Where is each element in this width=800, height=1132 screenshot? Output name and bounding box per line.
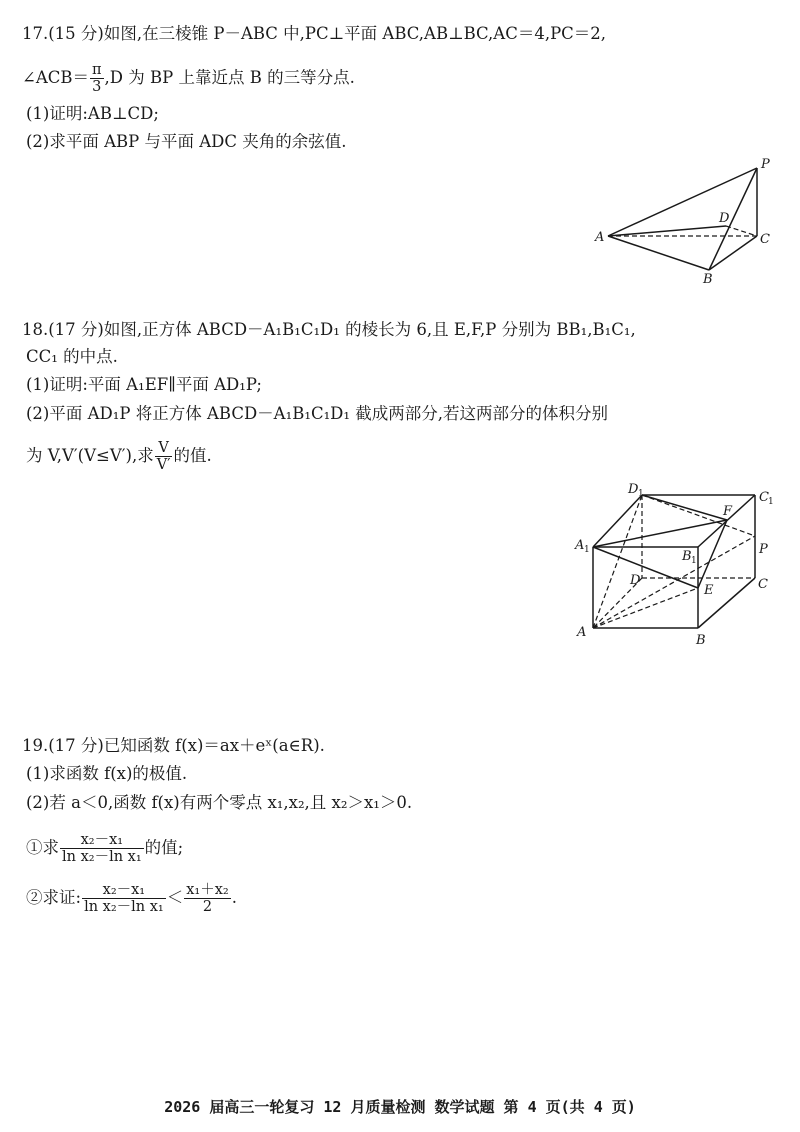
q19-sub2-fraction-left	[82, 882, 166, 915]
label-D1-sub: 1	[638, 489, 644, 499]
q19-sub2-fraction-right	[184, 882, 230, 915]
edge-AP	[608, 168, 757, 236]
q19-sub1-num: x₂－x₁	[60, 832, 144, 849]
edge-DC-hidden	[726, 226, 757, 236]
q18-frac-den: V′	[156, 457, 171, 473]
label-D: D	[719, 211, 730, 226]
label-P: P	[761, 157, 770, 172]
q18-part1: (1)证明:平面 A₁EF∥平面 AD₁P;	[26, 375, 262, 394]
label-B1-sub: 1	[691, 556, 697, 566]
q19-sub1	[26, 832, 183, 865]
edge-AB	[608, 236, 709, 270]
label-E: E	[704, 583, 714, 598]
q19-sub2-num: x₂－x₁	[82, 882, 166, 899]
q19-sub2-den: ln x₂－ln x₁	[84, 899, 164, 915]
q17-line2-pre: ∠ACB＝	[22, 68, 89, 87]
q19-sub2	[26, 882, 237, 915]
q17-angle-fraction	[90, 62, 104, 95]
q19-part2: (2)若 a＜0,函数 f(x)有两个零点 x₁,x₂,且 x₂＞x₁＞0.	[26, 793, 413, 812]
label-D1: D	[628, 482, 639, 497]
q17-frac-den: 3	[92, 79, 102, 95]
label-A: A	[595, 230, 605, 245]
q19-sub1-pre: ①求	[26, 838, 59, 857]
label-B: B	[696, 633, 706, 648]
label-F: F	[723, 504, 733, 519]
q18-part2b-post: 的值.	[173, 446, 212, 465]
q17-pyramid-figure	[585, 152, 785, 287]
edge-BP	[709, 168, 757, 270]
q18-part2: (2)平面 AD₁P 将正方体 ABCD－A₁B₁C₁D₁ 截成两部分,若这两部分的体积分别	[26, 404, 609, 423]
q17-line2-post: ,D 为 BP 上靠近点 B 的三等分点.	[104, 68, 355, 87]
q19-sub1-fraction	[60, 832, 144, 865]
q19-sub1-den: ln x₂－ln x₁	[62, 849, 142, 865]
q19-sub2-post: .	[231, 888, 237, 907]
q17-line2	[22, 62, 355, 95]
q19-line1: 19.(17 分)已知函数 f(x)＝ax＋eˣ(a∈R).	[22, 736, 325, 755]
label-C1-sub: 1	[768, 497, 774, 507]
q19-sub2-num2: x₁＋x₂	[186, 882, 229, 898]
label-C1: C	[759, 490, 769, 505]
label-P: P	[759, 542, 768, 557]
q18-frac-num: V	[155, 440, 173, 457]
q17-frac-num: π	[92, 62, 102, 78]
q18-line2: CC₁ 的中点.	[26, 347, 118, 366]
page-footer: 2026 届高三一轮复习 12 月质量检测 数学试题 第 4 页(共 4 页)	[164, 1098, 636, 1116]
label-A: A	[577, 625, 587, 640]
q19-part1: (1)求函数 f(x)的极值.	[26, 764, 188, 783]
q18-part2b-pre: 为 V,V′(V≤V′),求	[26, 446, 154, 465]
q17-part2: (2)求平面 ABP 与平面 ADC 夹角的余弦值.	[26, 132, 347, 151]
label-A1-sub: 1	[584, 545, 590, 555]
label-B1: B	[682, 549, 692, 564]
q18-line1: 18.(17 分)如图,正方体 ABCD－A₁B₁C₁D₁ 的棱长为 6,且 E,F,P 分别为 BB₁,B₁C₁,	[22, 320, 636, 339]
q17-part1: (1)证明:AB⊥CD;	[26, 104, 159, 123]
q18-volume-fraction	[155, 440, 173, 473]
q19-sub2-pre: ②求证:	[26, 888, 82, 907]
label-B: B	[703, 272, 713, 287]
q19-sub1-post: 的值;	[144, 838, 184, 857]
label-A1: A	[575, 538, 585, 553]
q19-sub2-den2: 2	[202, 899, 213, 915]
q18-cube-figure	[570, 478, 785, 650]
q18-part2b	[26, 440, 212, 473]
q17-line1: 17.(15 分)如图,在三棱锥 P－ABC 中,PC⊥平面 ABC,AB⊥BC,AC＝4,PC＝2,	[22, 24, 607, 43]
label-D: D	[630, 573, 641, 588]
label-C: C	[760, 232, 770, 247]
q19-sub2-mid: ＜	[166, 888, 184, 907]
label-C: C	[758, 577, 768, 592]
